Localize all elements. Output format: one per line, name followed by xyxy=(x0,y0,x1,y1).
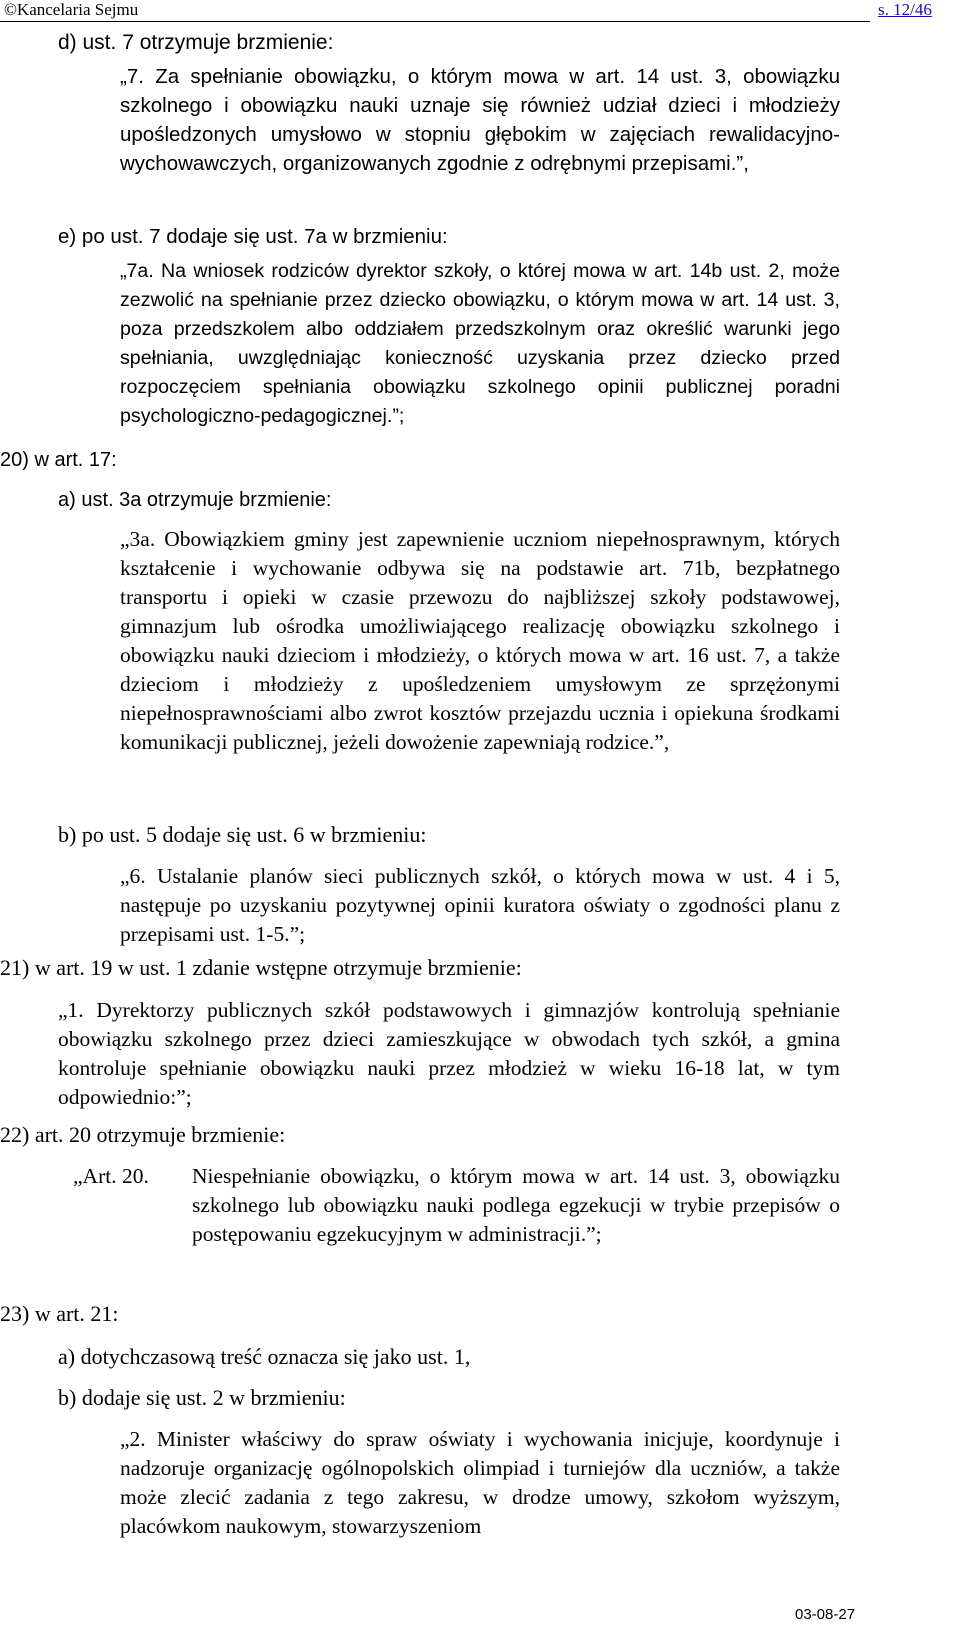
header-copyright: ©Kancelaria Sejmu xyxy=(4,0,139,19)
quoted-paragraph-2: „2. Minister właściwy do spraw oświaty i wychowania inicjuje, koordynuje i nadzoruje organizację ogólnopolskich olimpiad i turniejów dla uczniów, a także może zlecić zadania z tego zakresu, w drodze umowy, szkołom wyższym, placówkom naukowym, stowarzyszeniom xyxy=(120,1427,840,1538)
quoted-article-20-text: Niespełnianie obowiązku, o którym mowa w art. 14 ust. 3, obowiązku szkolnego lub obowiązku nauki podlega egzekucji w trybie przepisów o postępowaniu egzekucyjnym w administracji.”; xyxy=(192,1164,840,1246)
quoted-paragraph-3a: „3a. Obowiązkiem gminy jest zapewnienie uczniom niepełnosprawnym, których kształcenie i wychowanie odbywa się na podstawie art. 71b, bezpłatnego transportu i opieki w czasie przewozu do najbliższej szkoły podstawowej, gimnazjum lub ośrodka umożliwiającego realizację obowiązku szkolnego i obowiązku nauki dzieciom i młodzieży, o których mowa w art. 16 ust. 7, a także dzieciom i młodzieży z upośledzeniem umysłowym ze sprzężonymi niepełnosprawnościami albo zwrot kosztów przejazdu ucznia i opiekuna środkami komunikacji publicznej, jeżeli dowożenie zapewniają rodzice.”, xyxy=(120,527,840,754)
quoted-paragraph-7: „7. Za spełnianie obowiązku, o którym mowa w art. 14 ust. 3, obowiązku szkolnego i obowiązku nauki uznaje się również udział dzieci i młodzieży upośledzonych umysłowo w stopniu głębokim w zajęciach rewalidacyjno-wychowawczych, organizowanych zgodnie z odrębnymi przepisami.”, xyxy=(120,65,840,175)
footer-date: 03-08-27 xyxy=(795,1606,856,1623)
article-label-21: 21) w art. 19 w ust. 1 zdanie wstępne otrzymuje brzmienie: xyxy=(0,955,522,980)
article-label-20: 20) w art. 17: xyxy=(0,449,117,471)
amendment-label-20a: a) ust. 3a otrzymuje brzmienie: xyxy=(58,489,332,511)
header-divider xyxy=(0,21,870,22)
amendment-label-23b: b) dodaje się ust. 2 w brzmieniu: xyxy=(58,1385,346,1410)
quoted-article-20-prefix: „Art. 20. xyxy=(73,1164,149,1188)
amendment-label-23a: a) dotychczasową treść oznacza się jako ust. 1, xyxy=(58,1344,471,1369)
header-page-reference[interactable]: s. 12/46 xyxy=(878,0,932,19)
article-label-22: 22) art. 20 otrzymuje brzmienie: xyxy=(0,1122,286,1147)
amendment-label-d: d) ust. 7 otrzymuje brzmienie: xyxy=(58,31,334,54)
quoted-paragraph-7a: „7a. Na wniosek rodziców dyrektor szkoły, o której mowa w art. 14b ust. 2, może zezwolić na spełnianie przez dziecko obowiązku, o którym mowa w art. 14 ust. 3, poza przedszkolem albo oddziałem przedszkolnym oraz określić warunki jego spełniania, uwzględniając konieczność uzyskania przez dziecko przed rozpoczęciem spełniania obowiązku szkolnego opinii publicznej poradni psychologiczno-pedagogicznej.”; xyxy=(120,260,840,427)
quoted-paragraph-6: „6. Ustalanie planów sieci publicznych szkół, o których mowa w ust. 4 i 5, następuje po uzyskaniu pozytywnej opinii kuratora oświaty o zgodności planu z przepisami ust. 1-5.”; xyxy=(120,864,840,946)
article-label-23: 23) w art. 21: xyxy=(0,1301,119,1326)
amendment-label-20b: b) po ust. 5 dodaje się ust. 6 w brzmieniu: xyxy=(58,822,427,847)
amendment-label-e: e) po ust. 7 dodaje się ust. 7a w brzmieniu: xyxy=(58,225,448,248)
quoted-paragraph-1: „1. Dyrektorzy publicznych szkół podstawowych i gimnazjów kontrolują spełnianie obowiązku szkolnego przez dzieci zamieszkujące w obwodach tych szkół, a gmina kontroluje spełnianie obowiązku nauki przez młodzież w wieku 16-18 lat, w tym odpowiednio:”; xyxy=(58,998,840,1109)
